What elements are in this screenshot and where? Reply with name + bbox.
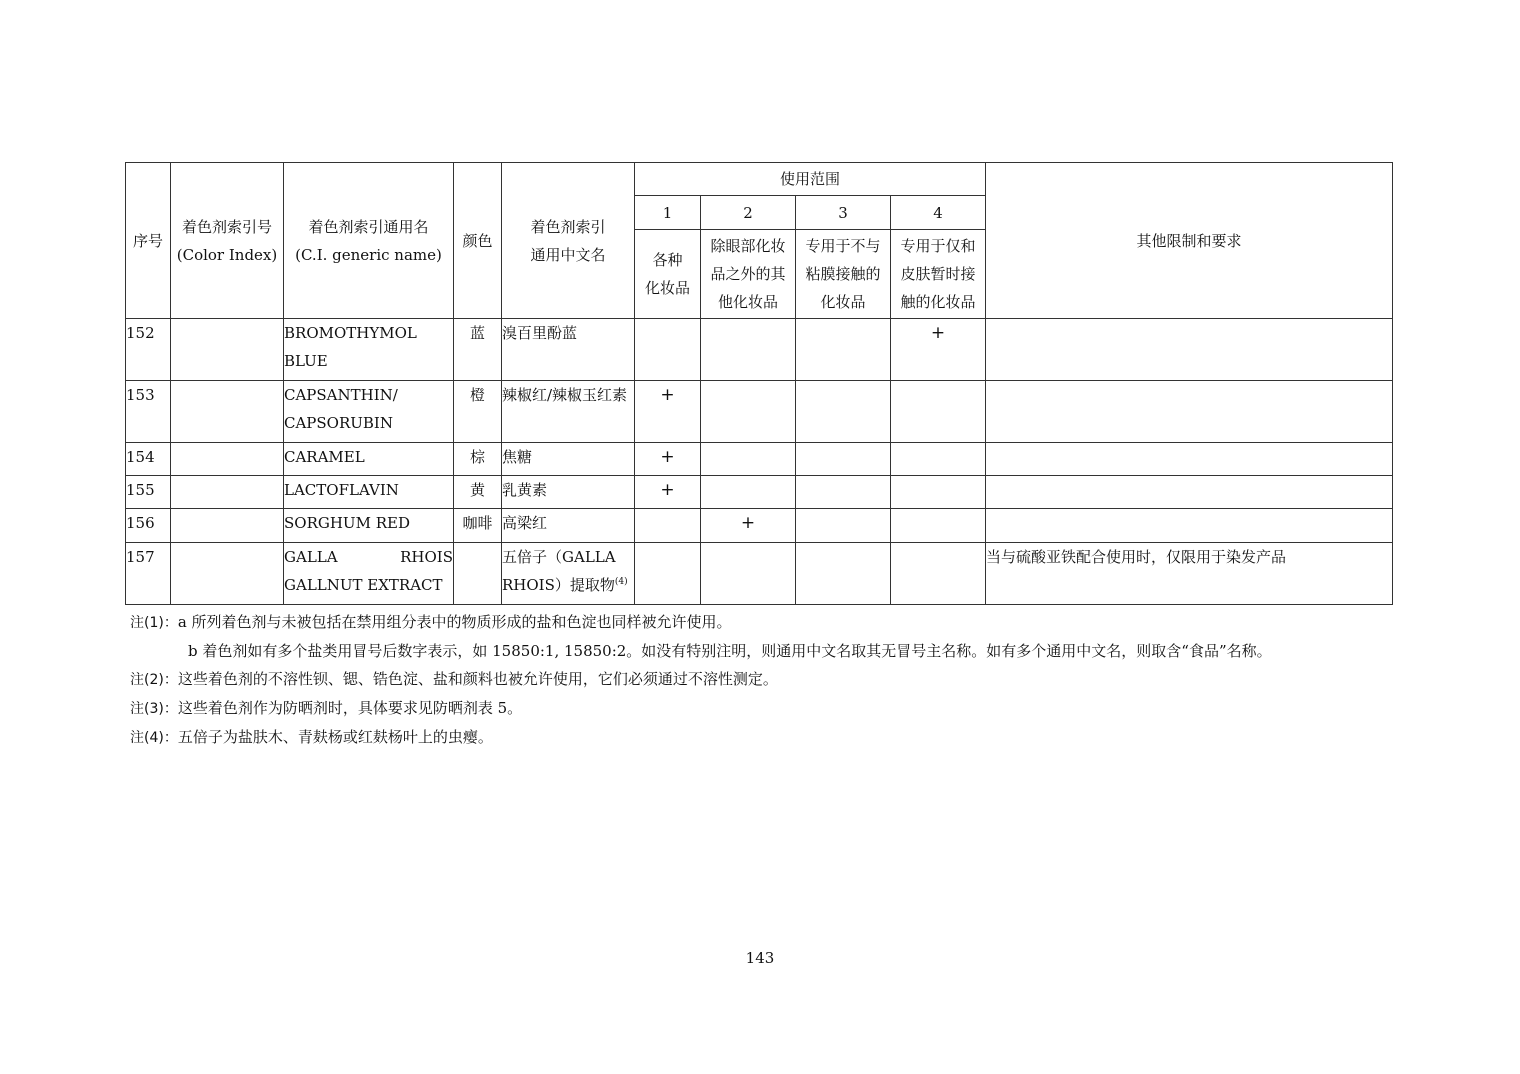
cell-color <box>454 543 502 605</box>
header-scope-4-desc: 专用于仅和 皮肤暂时接 触的化妆品 <box>891 230 986 319</box>
cell-ci-name: CAPSANTHIN/ CAPSORUBIN <box>284 381 454 443</box>
table-row <box>126 319 1393 381</box>
footnote-ref: (4) <box>614 577 628 587</box>
cell-scope-3 <box>796 509 891 543</box>
page-number: 143 <box>745 949 775 967</box>
cell-scope-4 <box>891 476 986 509</box>
note-3: 注(3)：这些着色剂作为防晒剂时，具体要求见防晒剂表 5。 <box>130 699 523 717</box>
note-4: 注(4)：五倍子为盐肤木、青麸杨或红麸杨叶上的虫瘿。 <box>130 728 493 746</box>
cell-other: 当与硫酸亚铁配合使用时，仅限用于染发产品 <box>986 543 1393 605</box>
header-other: 其他限制和要求 <box>986 163 1393 319</box>
cell-ci-name: GALLA RHOIS GALLNUT EXTRACT <box>284 543 454 605</box>
cell-cn-name: 乳黄素 <box>502 476 635 509</box>
cell-scope-4 <box>891 381 986 443</box>
notes-section <box>130 608 1380 752</box>
colorant-table <box>125 162 1393 605</box>
table-row <box>126 543 1393 605</box>
header-scope-1-desc: 各种 化妆品 <box>635 230 701 319</box>
cell-cn-name: 溴百里酚蓝 <box>502 319 635 381</box>
cell-seq: 155 <box>126 476 171 509</box>
table-row <box>126 509 1393 543</box>
cell-scope-1: + <box>635 476 701 509</box>
note-1b: b 着色剂如有多个盐类用冒号后数字表示，如 15850:1, 15850:2。如没有特别注明，则通用中文名取其无冒号主名称。如有多个通用中文名，则取含“食品”名称。 <box>188 642 1272 660</box>
cell-other <box>986 476 1393 509</box>
header-scope-3-desc: 专用于不与 粘膜接触的 化妆品 <box>796 230 891 319</box>
cell-scope-3 <box>796 319 891 381</box>
header-row-1 <box>126 163 1393 196</box>
cell-scope-4 <box>891 509 986 543</box>
cell-scope-1 <box>635 543 701 605</box>
cell-scope-2 <box>701 443 796 476</box>
cell-seq: 156 <box>126 509 171 543</box>
note-1a: 注(1)：a 所列着色剂与未被包括在禁用组分表中的物质形成的盐和色淀也同样被允许使用。 <box>130 613 732 631</box>
header-color: 颜色 <box>454 163 502 319</box>
header-seq: 序号 <box>126 163 171 319</box>
cell-scope-3 <box>796 443 891 476</box>
cell-ci-index <box>171 319 284 381</box>
cell-ci-name: SORGHUM RED <box>284 509 454 543</box>
cell-scope-2: + <box>701 509 796 543</box>
header-scope: 使用范围 <box>635 163 986 196</box>
header-ci-index: 着色剂索引号 (Color Index) <box>171 163 284 319</box>
cell-scope-2 <box>701 543 796 605</box>
header-ci-name: 着色剂索引通用名 (C.I. generic name) <box>284 163 454 319</box>
cell-scope-3 <box>796 476 891 509</box>
header-scope-1-num: 1 <box>635 196 701 230</box>
cell-scope-2 <box>701 476 796 509</box>
cell-color: 棕 <box>454 443 502 476</box>
header-scope-2-num: 2 <box>701 196 796 230</box>
header-scope-2-desc: 除眼部化妆 品之外的其 他化妆品 <box>701 230 796 319</box>
cell-ci-index <box>171 543 284 605</box>
cell-other <box>986 381 1393 443</box>
cell-seq: 152 <box>126 319 171 381</box>
cell-other <box>986 319 1393 381</box>
cell-ci-index <box>171 509 284 543</box>
cell-seq: 153 <box>126 381 171 443</box>
cell-scope-1: + <box>635 381 701 443</box>
cell-scope-4 <box>891 543 986 605</box>
cell-scope-1 <box>635 319 701 381</box>
cell-scope-3 <box>796 381 891 443</box>
table-row <box>126 443 1393 476</box>
table-row <box>126 381 1393 443</box>
cell-scope-3 <box>796 543 891 605</box>
cell-scope-4 <box>891 443 986 476</box>
table-row <box>126 476 1393 509</box>
cell-cn-name: 高梁红 <box>502 509 635 543</box>
note-2: 注(2)：这些着色剂的不溶性钡、锶、锆色淀、盐和颜料也被允许使用，它们必须通过不溶性测定。 <box>130 670 778 688</box>
cell-ci-name: LACTOFLAVIN <box>284 476 454 509</box>
cell-scope-4: + <box>891 319 986 381</box>
cell-scope-1: + <box>635 443 701 476</box>
cell-scope-1 <box>635 509 701 543</box>
cell-cn-name: 五倍子（GALLA RHOIS）提取物$^{(4)}$ <box>502 543 635 605</box>
cell-cn-name: 辣椒红/辣椒玉红素 <box>502 381 635 443</box>
header-scope-3-num: 3 <box>796 196 891 230</box>
header-scope-4-num: 4 <box>891 196 986 230</box>
cell-ci-index <box>171 476 284 509</box>
cell-scope-2 <box>701 381 796 443</box>
cell-color: 黄 <box>454 476 502 509</box>
cell-other <box>986 443 1393 476</box>
cell-color: 橙 <box>454 381 502 443</box>
cell-cn-name: 焦糖 <box>502 443 635 476</box>
cell-seq: 157 <box>126 543 171 605</box>
cell-ci-index <box>171 381 284 443</box>
cell-ci-index <box>171 443 284 476</box>
cell-color: 咖啡 <box>454 509 502 543</box>
cell-scope-2 <box>701 319 796 381</box>
cell-ci-name: CARAMEL <box>284 443 454 476</box>
cell-color: 蓝 <box>454 319 502 381</box>
cell-seq: 154 <box>126 443 171 476</box>
cell-ci-name: BROMOTHYMOL BLUE <box>284 319 454 381</box>
cell-other <box>986 509 1393 543</box>
header-cn-name: 着色剂索引 通用中文名 <box>502 163 635 319</box>
